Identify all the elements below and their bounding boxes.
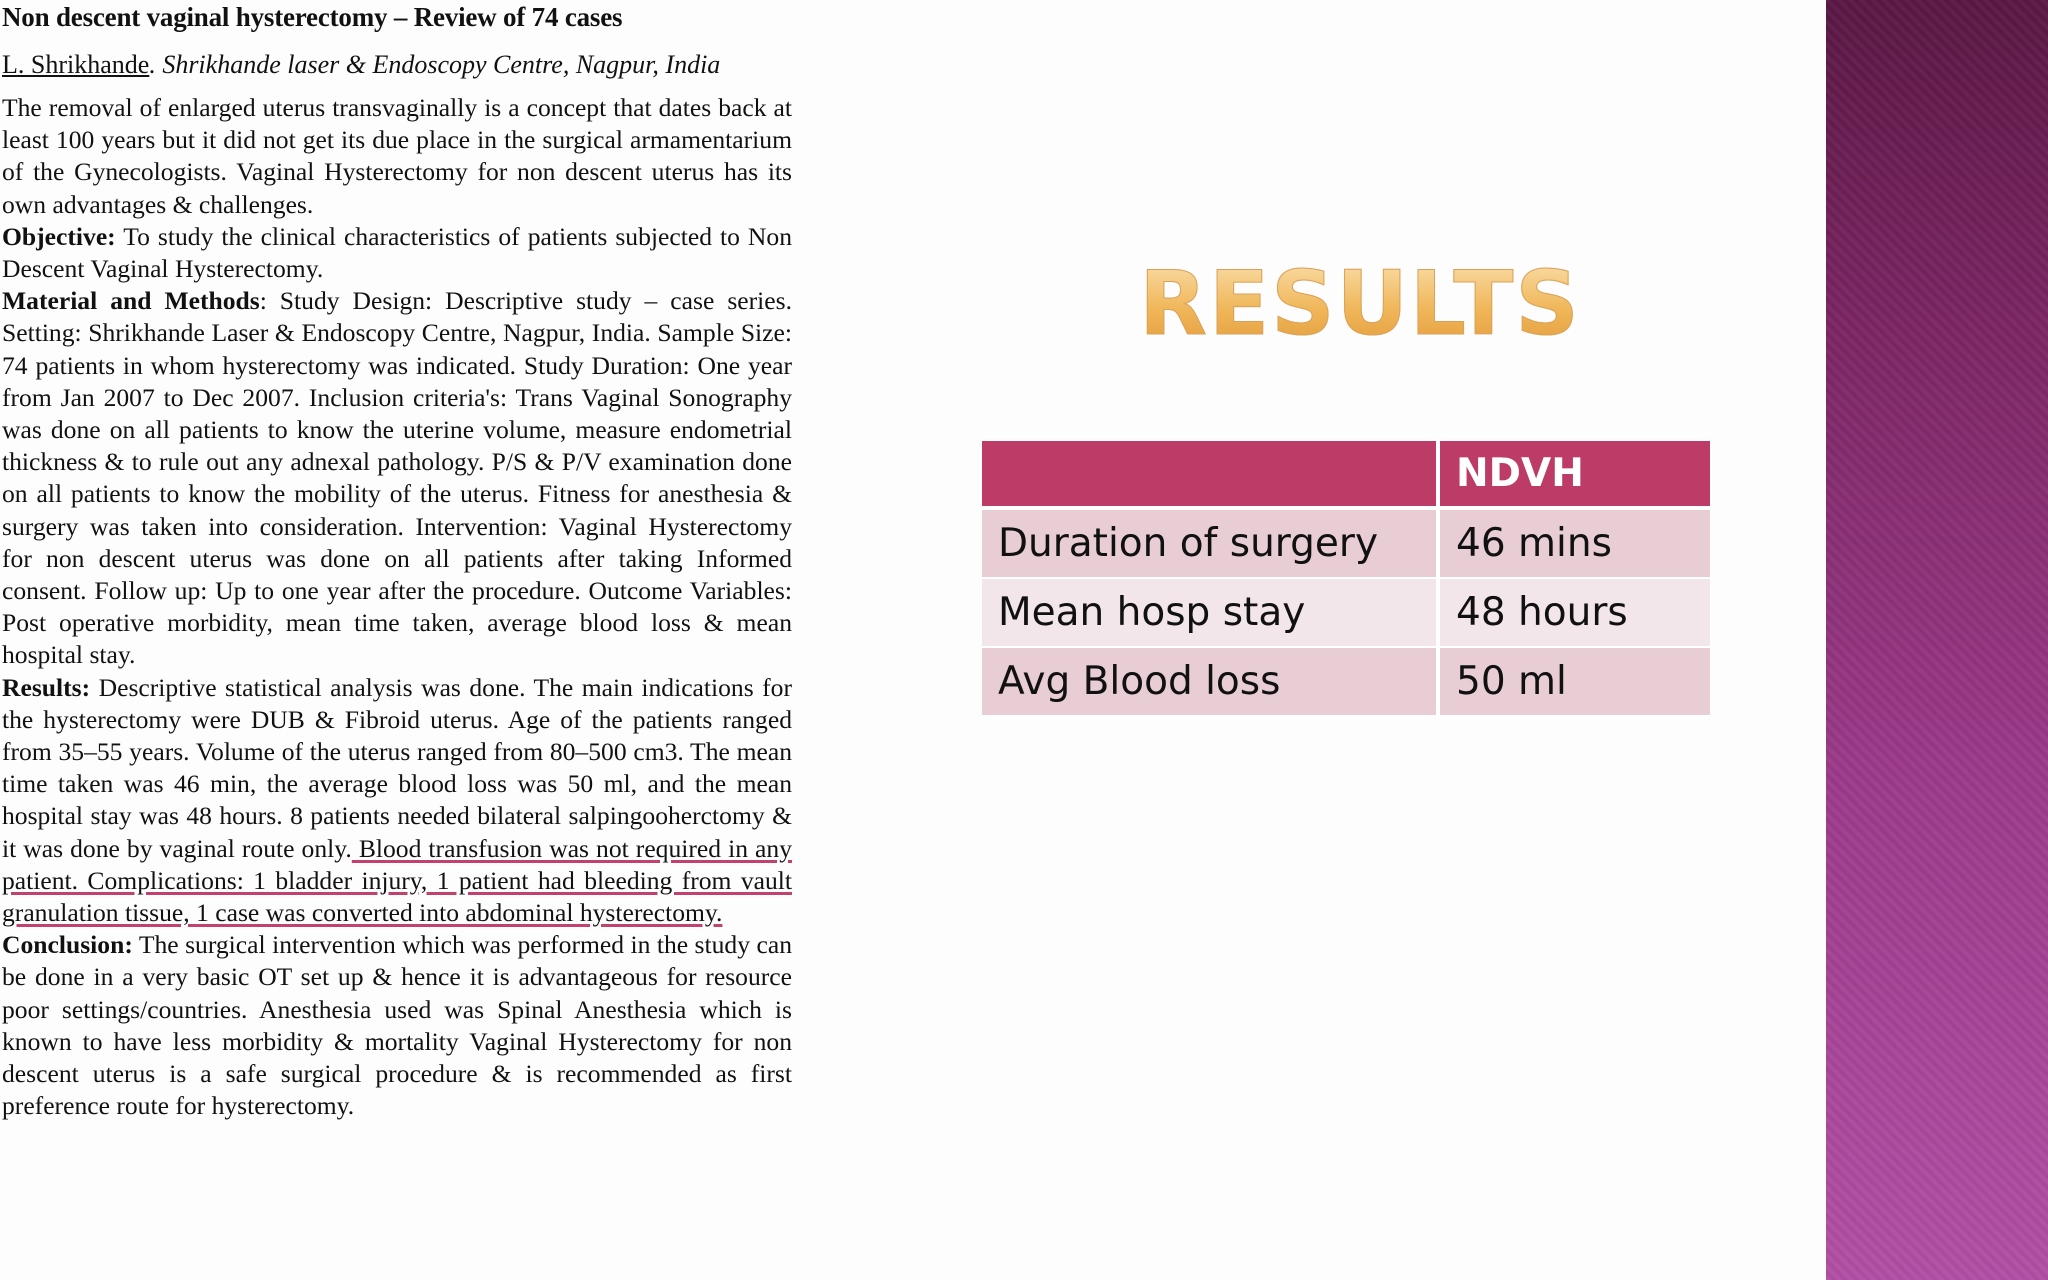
table-header-row xyxy=(982,441,1710,510)
conclusion-text: The surgical intervention which was performed in the study can be done in a very basic OT set up & hence it is advantageous for resource poor settings/countries. Anesthesia used was Spinal Anesthesia which is known to have less morbidity & mortality Vaginal Hysterectomy for non descent uterus is a safe surgical procedure & is recommended as first preference route for hysterectomy. xyxy=(2,930,792,1121)
results-text: Descriptive statistical analysis was done. The main indications for the hysterectomy were DUB & Fibroid uterus. Age of the patients ranged from 35–55 years. Volume of the uterus ranged from 80–500 cm3. The mean time taken was 46 min, the average blood loss was 50 ml, and the mean hospital stay was 48 hours. 8 patients needed bilateral salpingooherctomy & it was done by vaginal route only. xyxy=(2,672,792,863)
objective-text: To study the clinical characteristics of patients subjected to Non Descent Vaginal Hysterectomy. xyxy=(2,221,792,284)
abstract-title: Non descent vaginal hysterectomy – Review of 74 cases xyxy=(2,2,623,32)
methods-text: : Study Design: Descriptive study – case series. Setting: Shrikhande Laser & Endoscopy Centre, Nagpur, India. Sample Size: 74 patients in whom hysterectomy was indicated. Study Duration: One year from Jan 2007 to Dec 2007. Inclusion criteria's: Trans Vaginal Sonography was done on all patients to know the uterine volume, measure endometrial thickness & to rule out any adnexal pathology. P/S & P/V examination done on all patients to know the mobility of the uterus. Fitness for anesthesia & surgery was taken into consideration. Intervention: Vaginal Hysterectomy for non descent uterus was done on all patients after taking Informed consent. Follow up: Up to one year after the procedure. Outcome Variables: Post operative morbidity, mean time taken, average blood loss & mean hospital stay. xyxy=(2,286,792,670)
abstract-intro: The removal of enlarged uterus transvaginally is a concept that dates back at least 100 years but it did not get its due place in the surgical armamentarium of the Gynecologists. Vaginal Hysterectomy for non descent uterus has its own advantages & challenges. xyxy=(2,93,792,219)
abstract-author-line xyxy=(2,50,720,80)
table-cell-value: 46 mins xyxy=(1440,510,1710,579)
abstract-results-paragraph xyxy=(2,672,792,930)
abstract-panel xyxy=(0,0,795,1280)
abstract-methods-paragraph xyxy=(2,285,792,671)
results-label: Results: xyxy=(2,672,91,702)
table-cell-value: 50 ml xyxy=(1440,648,1710,717)
table-cell-label: Duration of surgery xyxy=(982,510,1440,579)
table-row xyxy=(982,648,1710,717)
table-cell-label: Mean hosp stay xyxy=(982,579,1440,648)
author-name: L. Shrikhande xyxy=(2,50,150,79)
objective-label: Objective: xyxy=(2,221,116,251)
table-header-cell: NDVH xyxy=(1440,441,1710,510)
abstract-conclusion-paragraph xyxy=(2,929,792,1122)
table-cell-label: Avg Blood loss xyxy=(982,648,1440,717)
abstract-objective-paragraph xyxy=(2,221,792,285)
decorative-side-band xyxy=(1826,0,2048,1280)
conclusion-label: Conclusion: xyxy=(2,930,133,960)
results-table xyxy=(982,441,1710,717)
results-highlighted-text: Blood transfusion was not required in any patient. Complications: 1 bladder injury, 1 patient had bleeding from vault granulation tissue, 1 case was converted into abdominal hysterectomy. xyxy=(2,833,793,928)
slide-title: RESULTS xyxy=(1110,252,1610,355)
table-row xyxy=(982,579,1710,648)
table-row xyxy=(982,510,1710,579)
table-header-cell xyxy=(982,441,1440,510)
table-cell-value: 48 hours xyxy=(1440,579,1710,648)
author-affiliation: . Shrikhande laser & Endoscopy Centre, Nagpur, India xyxy=(149,50,721,79)
abstract-body xyxy=(2,92,792,1123)
methods-label: Material and Methods xyxy=(2,286,260,316)
